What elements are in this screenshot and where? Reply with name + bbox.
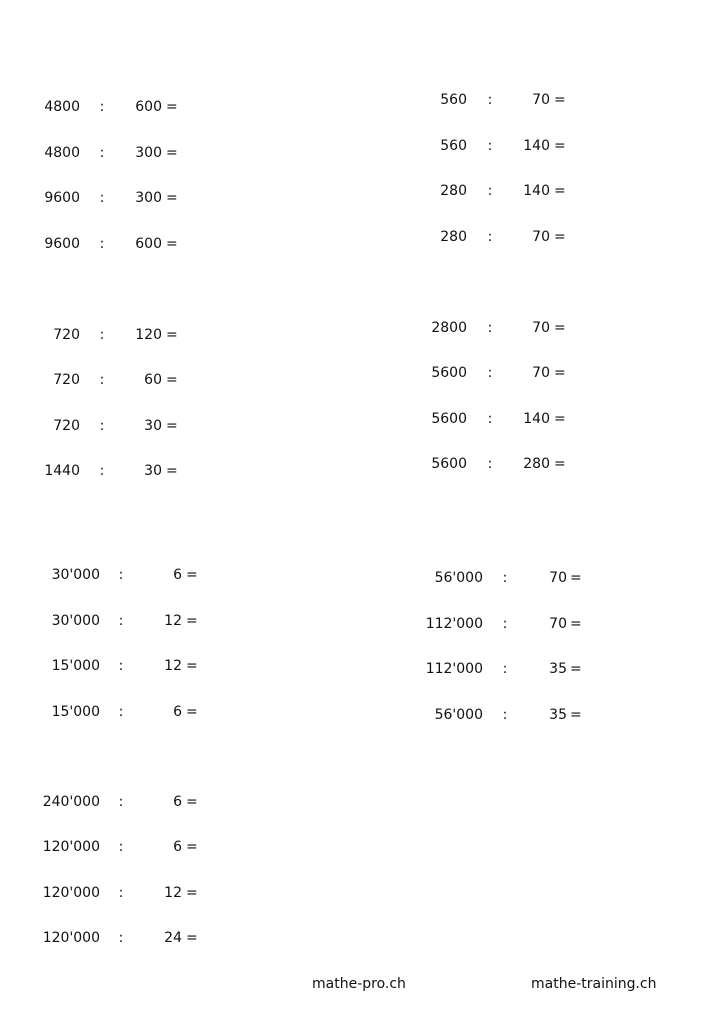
dividend: 280	[440, 183, 467, 199]
dividend: 9600	[44, 235, 80, 252]
dividend: 4800	[44, 144, 80, 161]
divisor: 12	[164, 658, 182, 674]
dividend: 120'000	[42, 839, 100, 856]
division-sign: :	[99, 372, 105, 389]
divisor: 70	[532, 92, 550, 108]
footer-source-right: mathe-training.ch	[531, 976, 657, 992]
divisor: 12	[164, 612, 182, 629]
divisor: 60	[144, 372, 162, 389]
equals-sign: =	[166, 190, 178, 206]
dividend: 560	[440, 137, 467, 154]
dividend: 15'000	[51, 703, 100, 720]
divisor: 140	[523, 137, 550, 154]
dividend: 5600	[431, 455, 467, 472]
division-sign: :	[118, 884, 124, 901]
equals-sign: =	[166, 372, 178, 389]
dividend: 720	[53, 417, 80, 434]
divisor: 35	[549, 661, 567, 677]
division-sign: :	[487, 455, 493, 472]
dividend: 120'000	[42, 884, 100, 901]
divisor: 70	[532, 228, 550, 245]
dividend: 56'000	[434, 706, 483, 723]
dividend: 9600	[44, 190, 80, 206]
equals-sign: =	[570, 570, 582, 586]
dividend: 30'000	[51, 567, 100, 583]
divisor: 300	[135, 144, 162, 161]
division-sign: :	[99, 327, 105, 343]
footer-source-left: mathe-pro.ch	[312, 976, 406, 992]
equals-sign: =	[186, 658, 198, 674]
divisor: 6	[173, 703, 182, 720]
dividend: 280	[440, 228, 467, 245]
divisor: 35	[549, 706, 567, 723]
division-sign: :	[99, 144, 105, 161]
equals-sign: =	[166, 462, 178, 479]
dividend: 5600	[431, 410, 467, 427]
equals-sign: =	[554, 228, 566, 245]
division-sign: :	[487, 228, 493, 245]
divisor: 600	[135, 99, 162, 115]
dividend: 560	[440, 92, 467, 108]
divisor: 600	[135, 235, 162, 252]
divisor: 30	[144, 417, 162, 434]
division-sign: :	[118, 839, 124, 856]
equals-sign: =	[166, 235, 178, 252]
division-sign: :	[487, 320, 493, 336]
dividend: 30'000	[51, 612, 100, 629]
division-sign: :	[99, 99, 105, 115]
divisor: 6	[173, 839, 182, 856]
equals-sign: =	[186, 703, 198, 720]
equals-sign: =	[166, 417, 178, 434]
dividend: 5600	[431, 365, 467, 382]
equals-sign: =	[186, 567, 198, 583]
divisor: 30	[144, 462, 162, 479]
divisor: 300	[135, 190, 162, 206]
equals-sign: =	[570, 661, 582, 677]
divisor: 24	[164, 929, 182, 946]
divisor: 70	[549, 570, 567, 586]
dividend: 15'000	[51, 658, 100, 674]
dividend: 240'000	[42, 794, 100, 810]
equals-sign: =	[554, 365, 566, 382]
division-sign: :	[118, 794, 124, 810]
division-sign: :	[99, 235, 105, 252]
equals-sign: =	[186, 839, 198, 856]
divisor: 6	[173, 794, 182, 810]
equals-sign: =	[570, 615, 582, 632]
division-sign: :	[487, 410, 493, 427]
division-sign: :	[487, 183, 493, 199]
division-sign: :	[99, 417, 105, 434]
equals-sign: =	[554, 320, 566, 336]
division-sign: :	[487, 92, 493, 108]
divisor: 70	[532, 365, 550, 382]
divisor: 12	[164, 884, 182, 901]
dividend: 720	[53, 327, 80, 343]
divisor: 140	[523, 410, 550, 427]
equals-sign: =	[166, 327, 178, 343]
division-sign: :	[118, 612, 124, 629]
division-sign: :	[502, 570, 508, 586]
equals-sign: =	[554, 137, 566, 154]
equals-sign: =	[186, 929, 198, 946]
equals-sign: =	[186, 612, 198, 629]
dividend: 120'000	[42, 929, 100, 946]
division-sign: :	[502, 706, 508, 723]
equals-sign: =	[166, 99, 178, 115]
equals-sign: =	[554, 183, 566, 199]
division-sign: :	[99, 462, 105, 479]
division-sign: :	[118, 567, 124, 583]
divisor: 70	[532, 320, 550, 336]
equals-sign: =	[570, 706, 582, 723]
equals-sign: =	[186, 884, 198, 901]
division-sign: :	[502, 661, 508, 677]
division-sign: :	[502, 615, 508, 632]
division-sign: :	[118, 703, 124, 720]
equals-sign: =	[166, 144, 178, 161]
division-sign: :	[487, 365, 493, 382]
divisor: 280	[523, 455, 550, 472]
equals-sign: =	[554, 410, 566, 427]
dividend: 112'000	[425, 615, 483, 632]
divisor: 140	[523, 183, 550, 199]
equals-sign: =	[554, 455, 566, 472]
divisor: 120	[135, 327, 162, 343]
dividend: 4800	[44, 99, 80, 115]
division-sign: :	[118, 929, 124, 946]
division-sign: :	[99, 190, 105, 206]
dividend: 112'000	[425, 661, 483, 677]
dividend: 1440	[44, 462, 80, 479]
equals-sign: =	[554, 92, 566, 108]
division-sign: :	[118, 658, 124, 674]
divisor: 70	[549, 615, 567, 632]
dividend: 2800	[431, 320, 467, 336]
equals-sign: =	[186, 794, 198, 810]
division-sign: :	[487, 137, 493, 154]
dividend: 720	[53, 372, 80, 389]
divisor: 6	[173, 567, 182, 583]
dividend: 56'000	[434, 570, 483, 586]
